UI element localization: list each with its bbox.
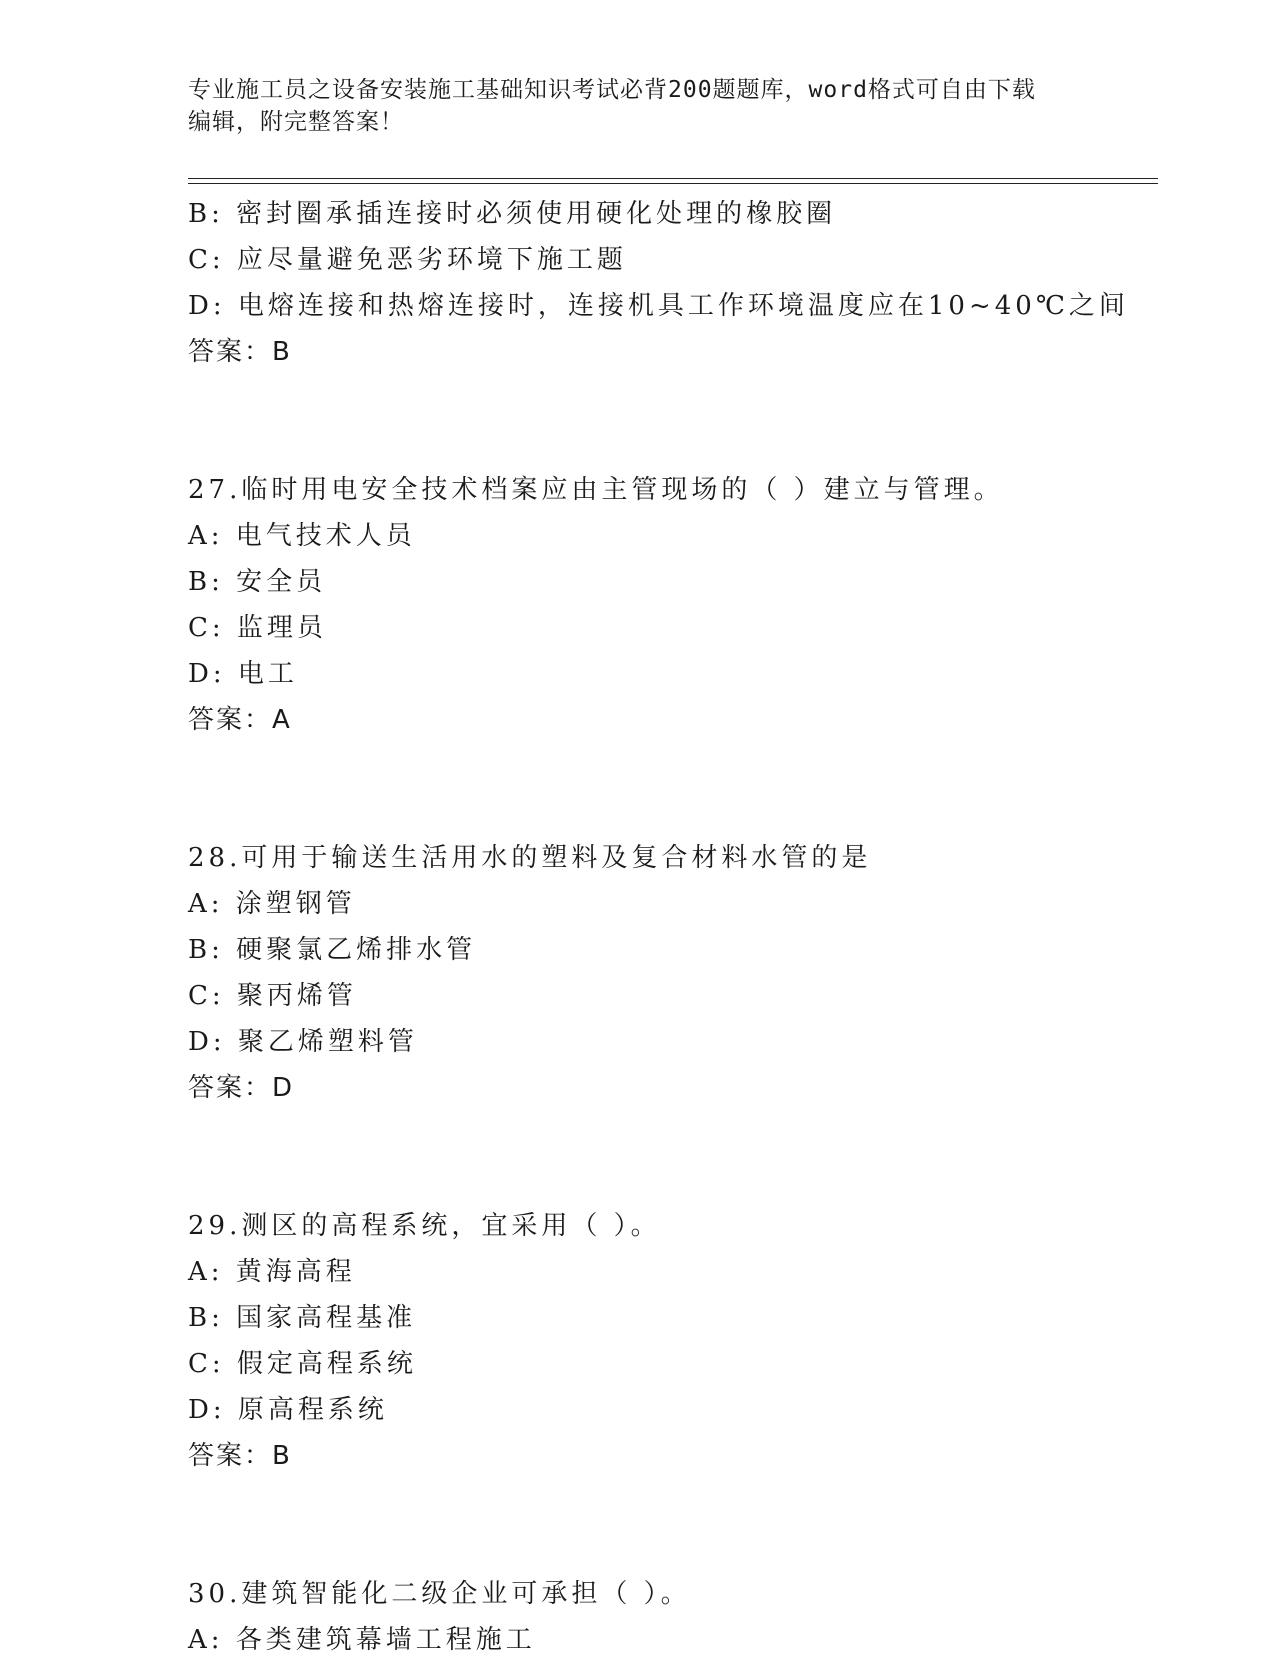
option-a: A: 各类建筑幕墙工程施工 — [188, 1625, 536, 1655]
question-block-27 — [188, 467, 1188, 743]
option-c: C: 应尽量避免恶劣环境下施工题 — [188, 245, 627, 275]
answer-line: 答案：B — [188, 1441, 292, 1471]
question-block-29 — [188, 1203, 1188, 1479]
question-list — [188, 191, 1188, 1663]
option-d: D: 聚乙烯塑料管 — [188, 1027, 418, 1057]
spacer — [188, 1479, 1188, 1571]
spacer — [188, 743, 1188, 835]
option-d: D: 原高程系统 — [188, 1395, 388, 1425]
option-a: A: 黄海高程 — [188, 1257, 356, 1287]
option-c: C: 监理员 — [188, 613, 327, 643]
spacer — [188, 1111, 1188, 1203]
question-block-30 — [188, 1571, 1188, 1663]
header-divider-bottom — [188, 183, 1158, 184]
option-a: A: 涂塑钢管 — [188, 889, 356, 919]
option-d: D: 电工 — [188, 659, 298, 689]
answer-line: 答案：B — [188, 337, 292, 367]
option-c: C: 聚丙烯管 — [188, 981, 357, 1011]
option-b: B: 硬聚氯乙烯排水管 — [188, 935, 477, 965]
question-stem: 30.建筑智能化二级企业可承担（ ）。 — [188, 1579, 691, 1609]
option-b: B: 安全员 — [188, 567, 327, 597]
option-d: D: 电熔连接和热熔连接时，连接机具工作环境温度应在10~40℃之间 — [188, 291, 1129, 321]
answer-line: 答案：D — [188, 1073, 295, 1103]
option-b: B: 国家高程基准 — [188, 1303, 417, 1333]
header-title-line-1: 专业施工员之设备安装施工基础知识考试必背200题题库，word格式可自由下载 — [188, 77, 1036, 103]
question-stem: 29.测区的高程系统，宜采用（ ）。 — [188, 1211, 661, 1241]
question-stem: 27.临时用电安全技术档案应由主管现场的（ ）建立与管理。 — [188, 475, 1004, 505]
spacer — [188, 375, 1188, 467]
answer-line: 答案：A — [188, 705, 292, 735]
document-header — [188, 74, 1068, 138]
header-title-line-2: 编辑，附完整答案！ — [188, 109, 404, 135]
option-a: A: 电气技术人员 — [188, 521, 416, 551]
question-stem: 28.可用于输送生活用水的塑料及复合材料水管的是 — [188, 843, 872, 873]
question-block-28 — [188, 835, 1188, 1111]
header-divider-top — [188, 178, 1158, 179]
option-c: C: 假定高程系统 — [188, 1349, 417, 1379]
question-block-26-continued — [188, 191, 1188, 375]
option-b: B: 密封圈承插连接时必须使用硬化处理的橡胶圈 — [188, 199, 837, 229]
